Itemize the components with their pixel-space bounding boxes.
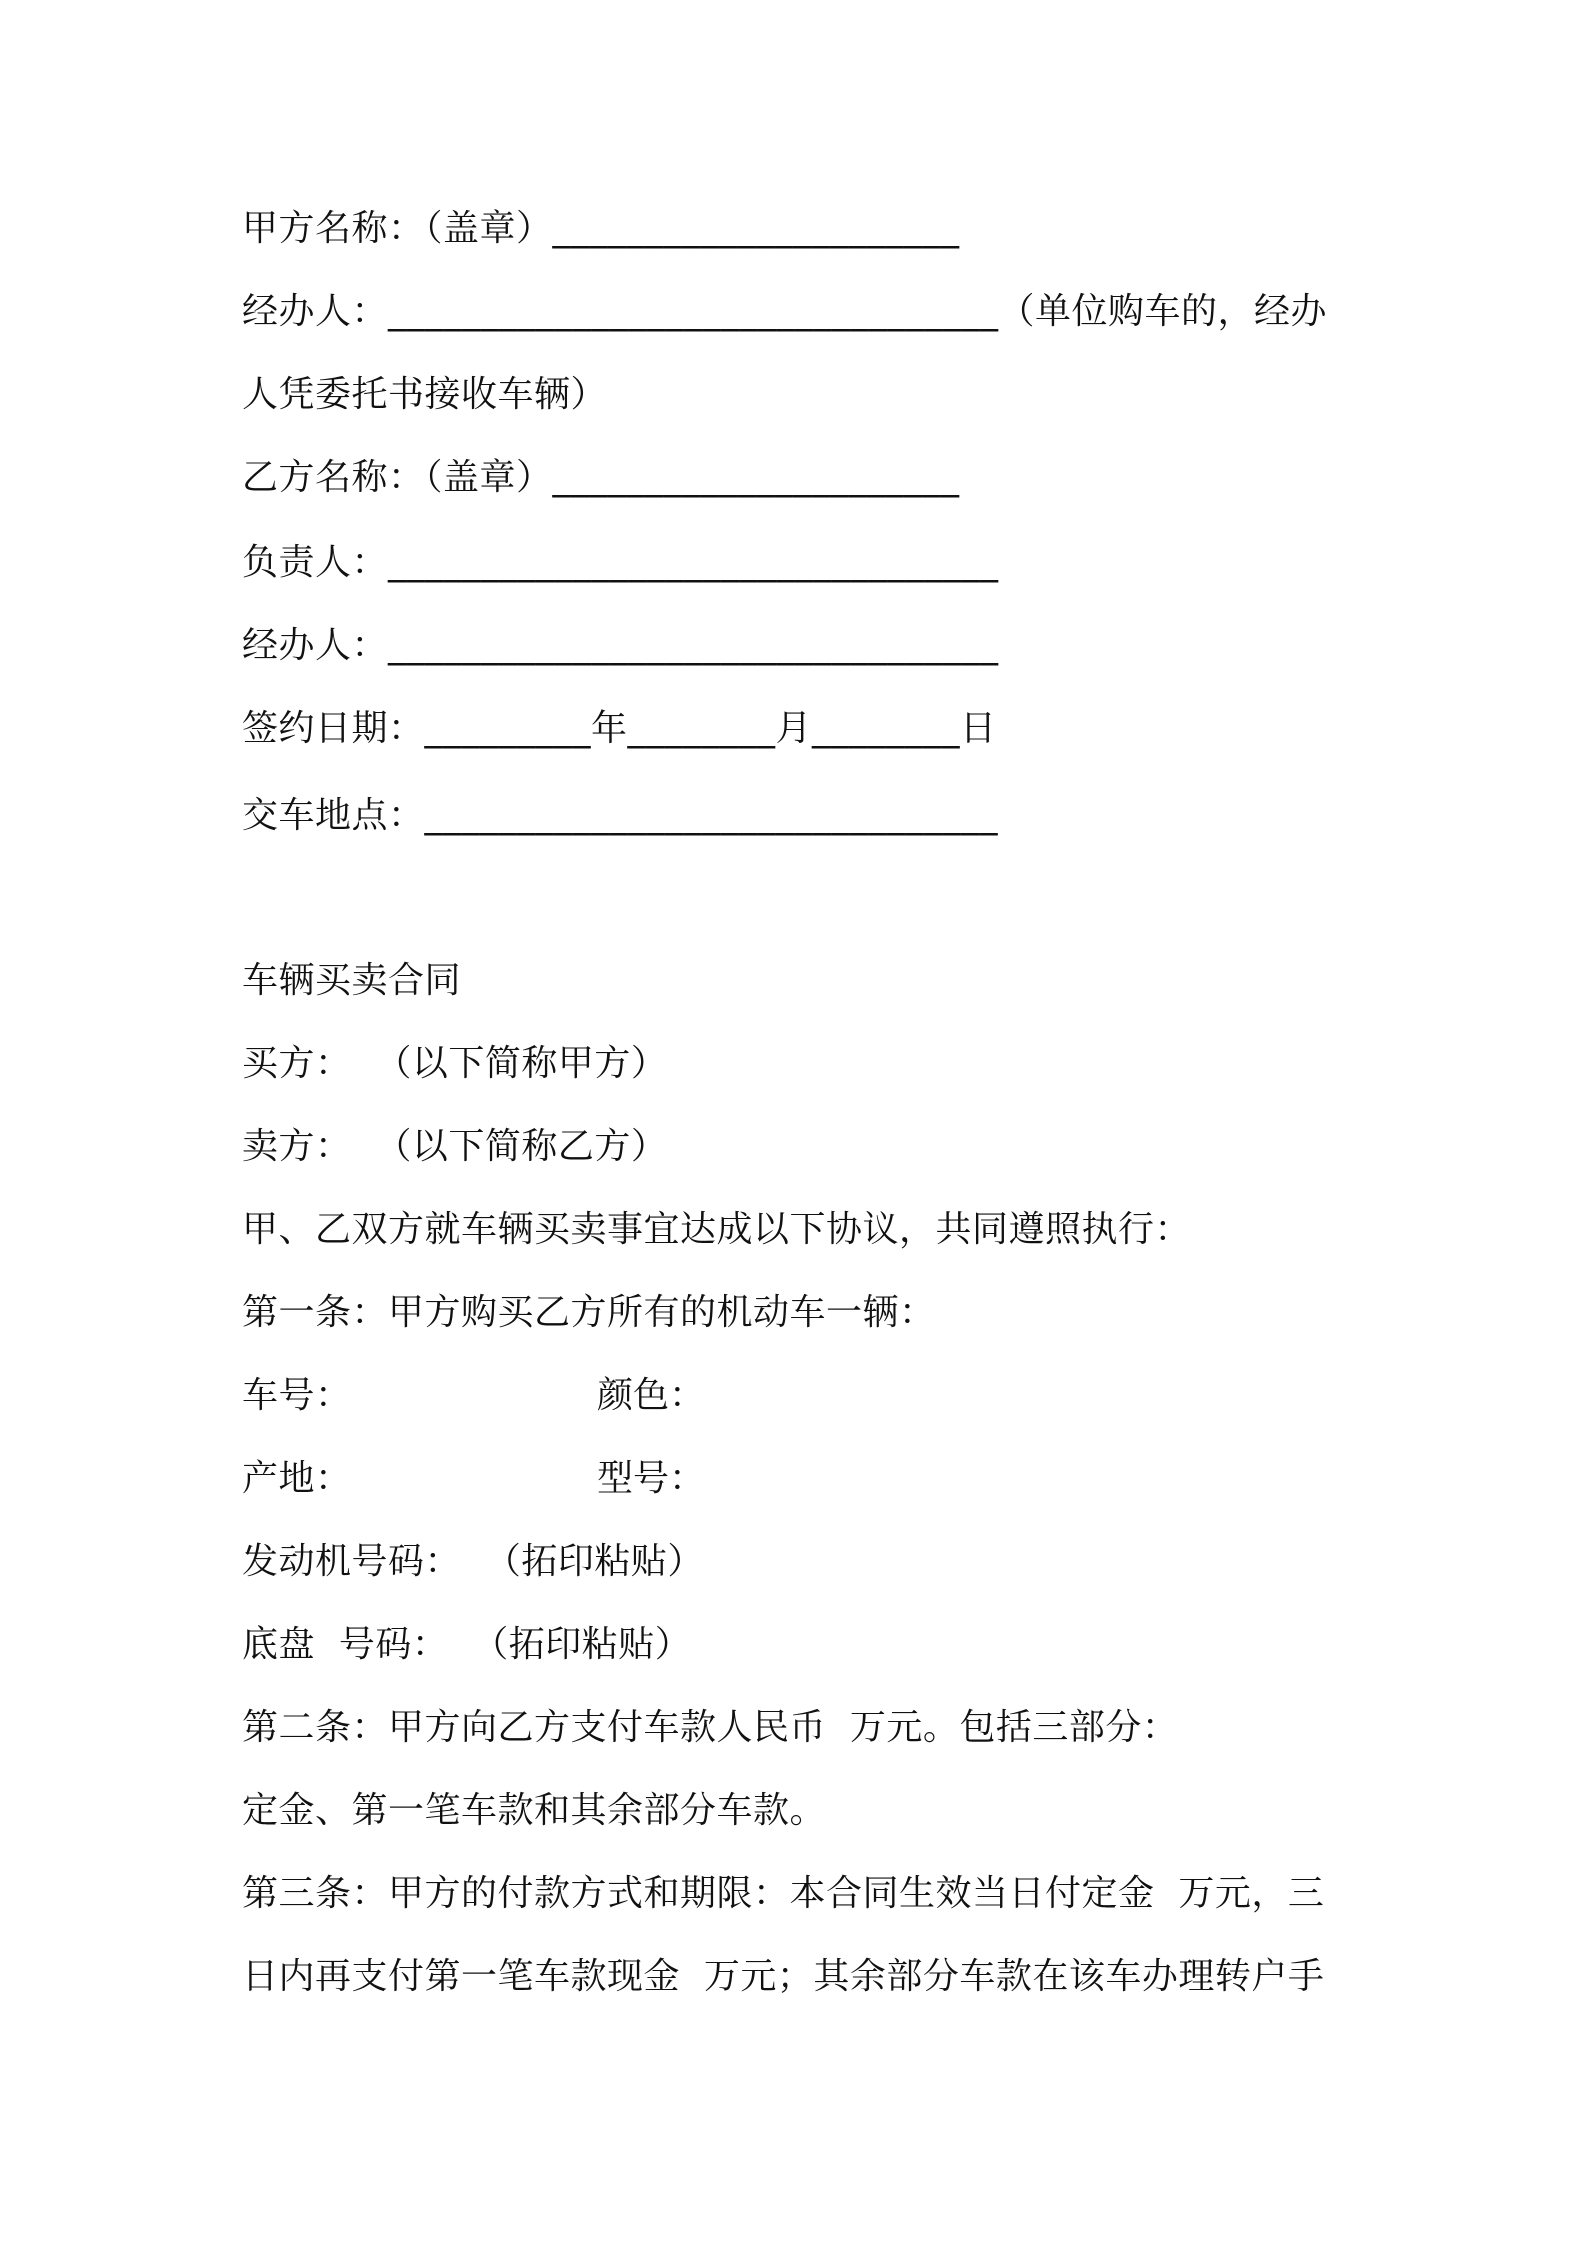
- origin-label: 产地：: [242, 1458, 352, 1499]
- sign-date-line: 签约日期：_________年________月________日: [242, 708, 997, 749]
- intro-line: 甲、乙双方就车辆买卖事宜达成以下协议，共同遵照执行：: [242, 1209, 1192, 1250]
- party-b-principal-line: 负责人：_________________________________: [242, 542, 999, 583]
- party-a-agent-note: 人凭委托书接收车辆）: [242, 374, 608, 415]
- chassis-no-line: 底盘 号码： （拓印粘贴）: [242, 1624, 692, 1665]
- article2-line1: 第二条：甲方向乙方支付车款人民币 万元。包括三部分：: [242, 1707, 1179, 1748]
- engine-no-line: 发动机号码： （拓印粘贴）: [242, 1541, 704, 1582]
- color-label: 颜色：: [597, 1375, 706, 1416]
- model-label: 型号：: [597, 1458, 706, 1499]
- plate-label: 车号：: [242, 1375, 352, 1416]
- party-b-agent-line: 经办人：_________________________________: [242, 625, 999, 666]
- article3-line1: 第三条：甲方的付款方式和期限：本合同生效当日付定金 万元，三: [242, 1873, 1325, 1914]
- article3-line2: 日内再支付第一笔车款现金 万元；其余部分车款在该车办理转户手: [242, 1956, 1325, 1997]
- contract-title: 车辆买卖合同: [242, 960, 462, 1001]
- party-b-name-line: 乙方名称：（盖章）______________________: [242, 457, 960, 498]
- delivery-place-line: 交车地点：_______________________________: [242, 795, 999, 836]
- article1-line: 第一条：甲方购买乙方所有的机动车一辆：: [242, 1292, 936, 1333]
- party-a-agent-line: 经办人：_________________________________（单位购车的，经办: [242, 291, 1328, 332]
- party-a-name-line: 甲方名称：（盖章）______________________: [242, 208, 960, 249]
- article2-line2: 定金、第一笔车款和其余部分车款。: [242, 1790, 827, 1831]
- seller-line: 卖方： （以下简称乙方）: [242, 1126, 668, 1167]
- buyer-line: 买方： （以下简称甲方）: [242, 1043, 668, 1084]
